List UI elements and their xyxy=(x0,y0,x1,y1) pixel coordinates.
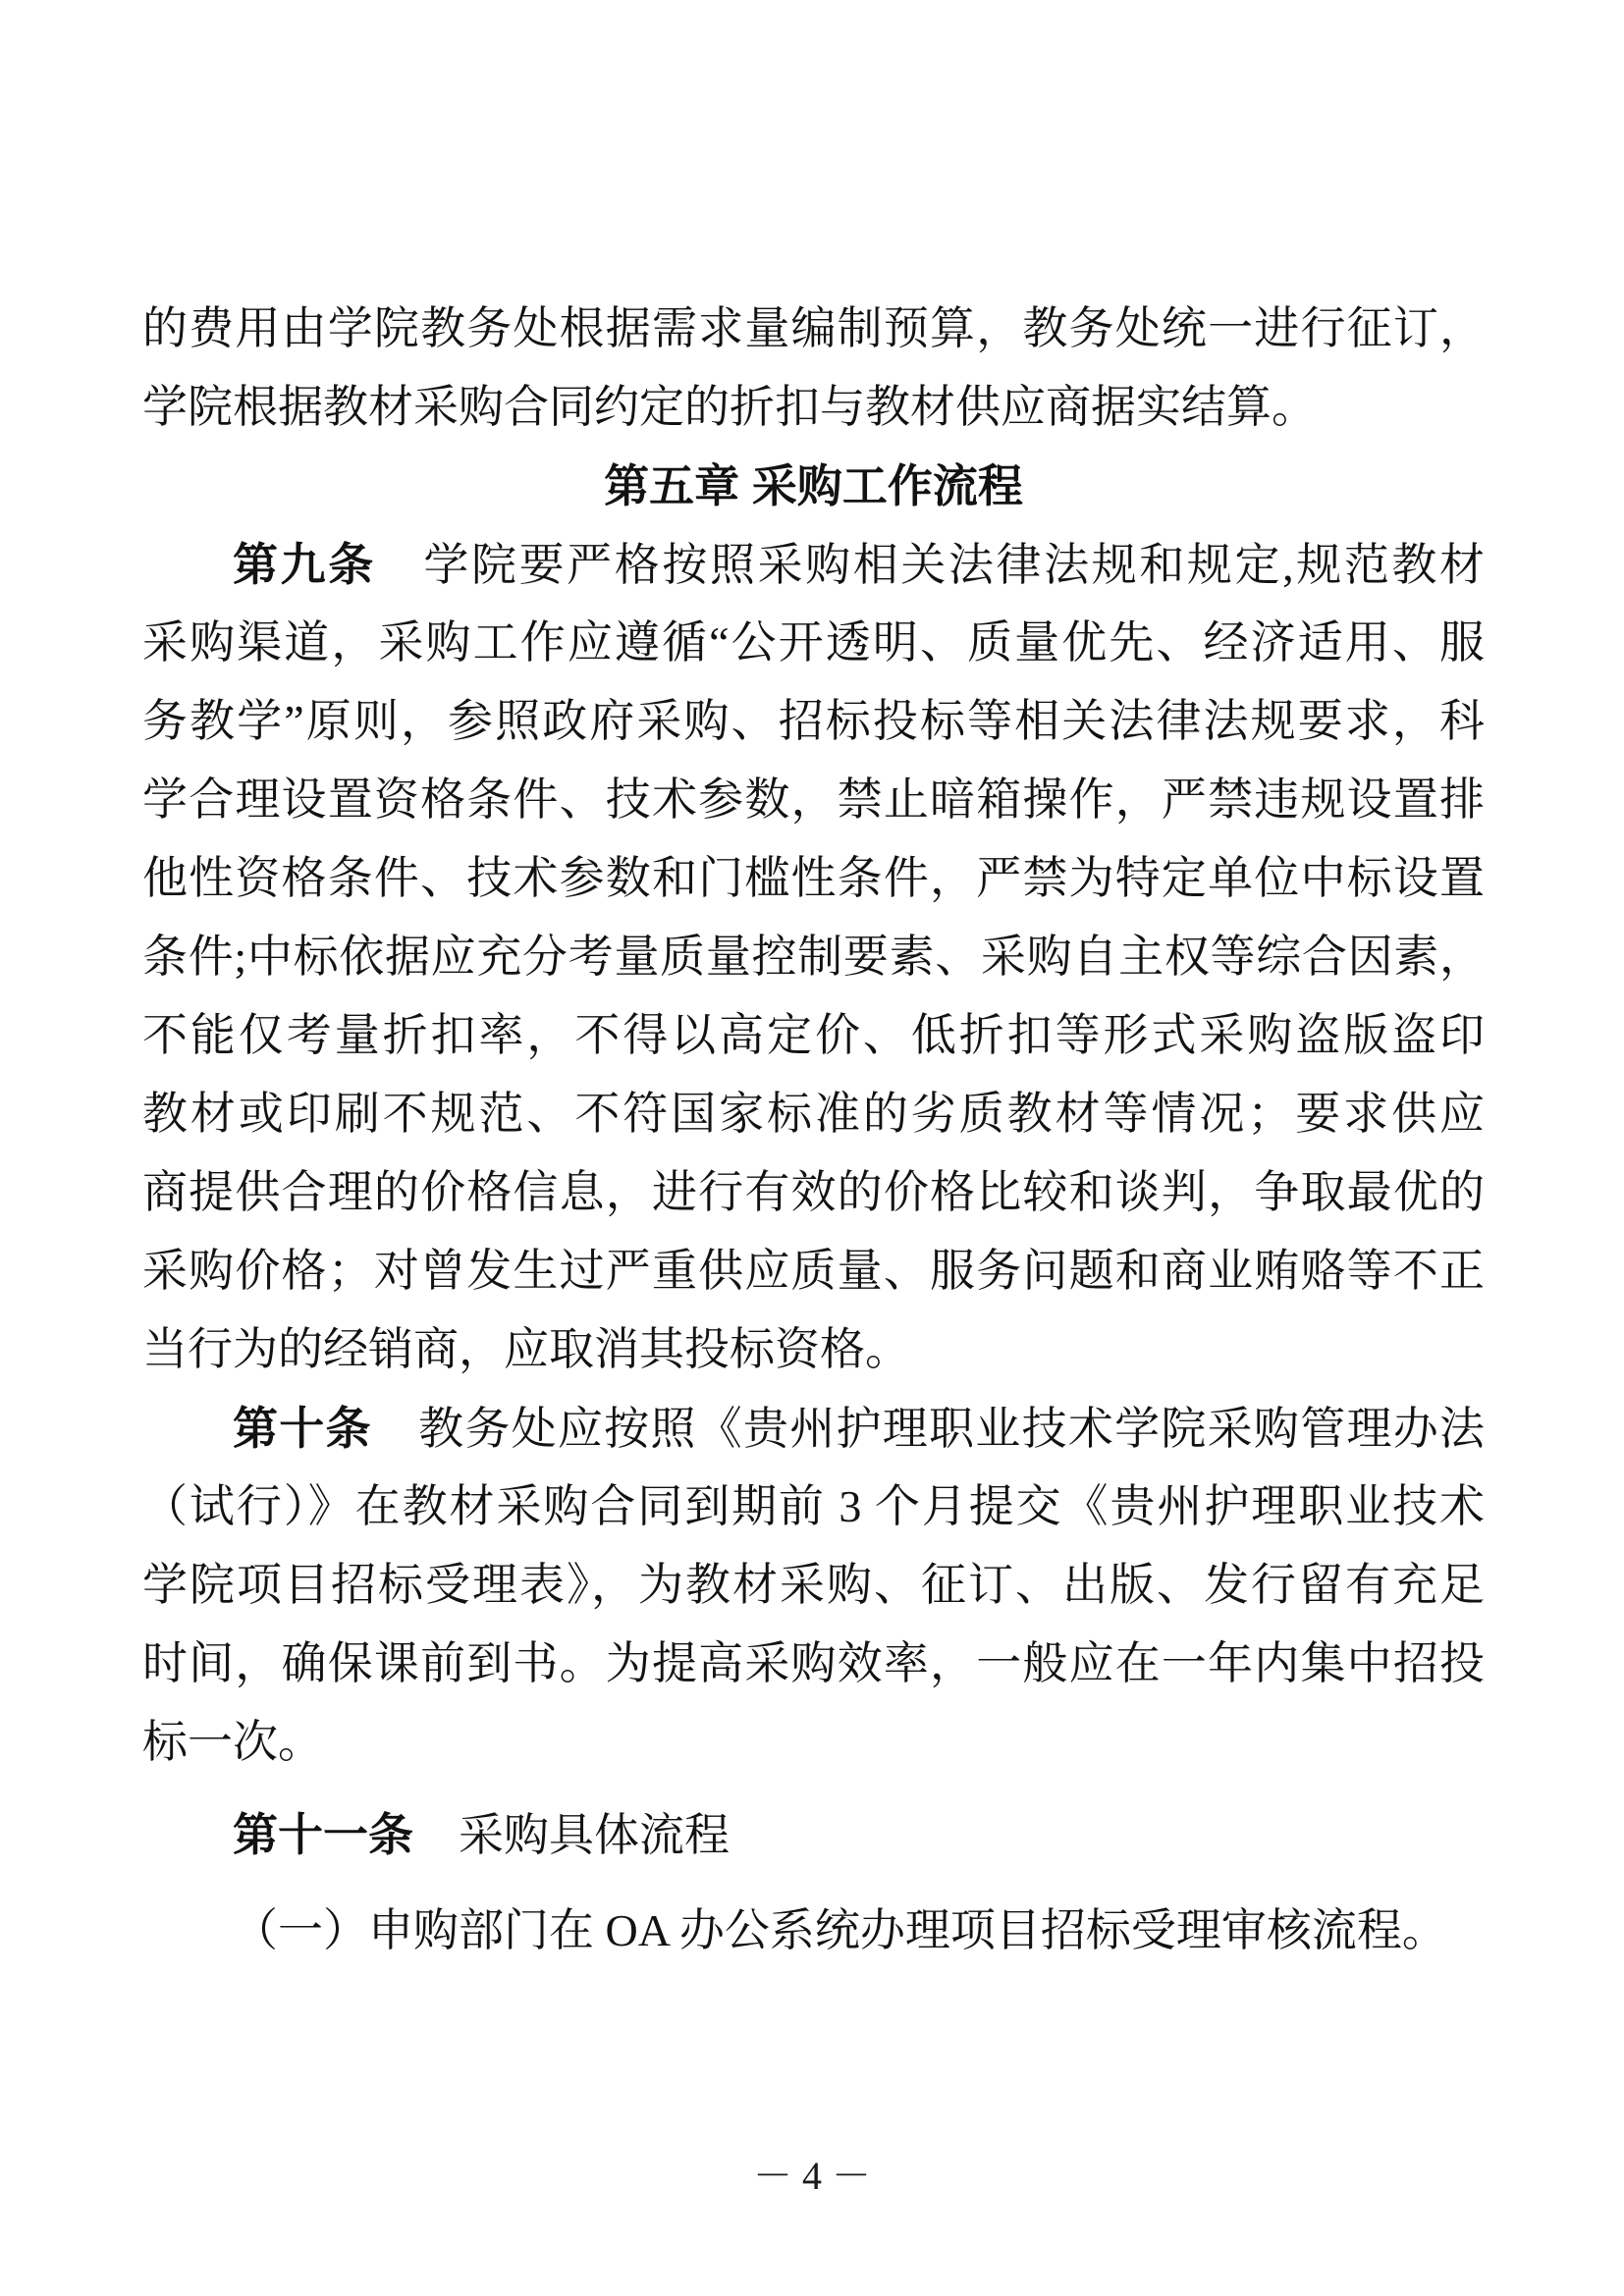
page-number: － 4 － xyxy=(753,2154,871,2198)
text-line xyxy=(142,1153,1485,1232)
text-run: 务教学”原则，参照政府采购、招标投标等相关法律法规要求，科 xyxy=(142,696,1485,746)
text-line xyxy=(142,996,1485,1075)
text-line xyxy=(142,1703,1485,1782)
text-line xyxy=(142,1892,1485,1970)
text-run: 采购价格；对曾发生过严重供应质量、服务问题和商业贿赂等不正 xyxy=(142,1246,1485,1296)
text-line xyxy=(142,368,1485,447)
text-run: 的费用由学院教务处根据需求量编制预算，教务处统一进行征订， xyxy=(142,303,1485,353)
text-run: 商提供合理的价格信息，进行有效的价格比较和谈判，争取最优的 xyxy=(142,1167,1485,1217)
text-run: 学院根据教材采购合同约定的折扣与教材供应商据实结算。 xyxy=(142,382,1317,432)
text-line xyxy=(142,1075,1485,1153)
text-line xyxy=(142,604,1485,682)
text-line xyxy=(142,525,1485,604)
text-run: 条件;中标依据应充分考量质量控制要素、采购自主权等综合因素， xyxy=(142,932,1485,982)
text-run: （一）申购部门在 OA 办公系统办理项目招标受理审核流程。 xyxy=(233,1905,1447,1955)
text-run: 不能仅考量折扣率，不得以高定价、低折扣等形式采购盗版盗印 xyxy=(142,1010,1485,1060)
text-run: 采购渠道，采购工作应遵循“公开透明、质量优先、经济适用、服 xyxy=(142,617,1485,667)
article-number: 第九条 xyxy=(233,539,376,590)
article-number: 第十一条 xyxy=(233,1809,413,1860)
text-line xyxy=(142,1389,1485,1468)
text-run: 采购具体流程 xyxy=(413,1810,730,1860)
text-line xyxy=(142,761,1485,839)
text-line xyxy=(142,290,1485,368)
text-run: 学院项目招标受理表》，为教材采购、征订、出版、发行留有充足 xyxy=(142,1560,1485,1610)
document-body xyxy=(142,290,1485,1970)
text-run: 教材或印刷不规范、不符国家标准的劣质教材等情况；要求供应 xyxy=(142,1089,1485,1139)
text-run: 当行为的经销商，应取消其投标资格。 xyxy=(142,1324,910,1374)
text-run: 教务处应按照《贵州护理职业技术学院采购管理办法 xyxy=(371,1404,1485,1454)
text-line xyxy=(142,682,1485,761)
article-number: 第五章 采购工作流程 xyxy=(604,460,1023,511)
text-line xyxy=(142,918,1485,996)
text-run: （试行）》在教材采购合同到期前 3 个月提交《贵州护理职业技术 xyxy=(142,1481,1485,1531)
text-line xyxy=(142,1625,1485,1703)
text-line xyxy=(142,839,1485,918)
text-run: 标一次。 xyxy=(142,1717,323,1767)
text-run: 学合理设置资格条件、技术参数，禁止暗箱操作，严禁违规设置排 xyxy=(142,774,1485,825)
text-line xyxy=(142,1232,1485,1310)
text-run: 学院要严格按照采购相关法律法规和规定,规范教材 xyxy=(375,540,1485,590)
text-line xyxy=(142,1546,1485,1625)
text-line xyxy=(142,1795,1485,1874)
text-line xyxy=(142,1310,1485,1389)
chapter-heading xyxy=(142,447,1485,525)
text-line xyxy=(142,1468,1485,1546)
text-run: 时间，确保课前到书。为提高采购效率，一般应在一年内集中招投 xyxy=(142,1638,1485,1688)
text-run: 他性资格条件、技术参数和门槛性条件，严禁为特定单位中标设置 xyxy=(142,853,1485,903)
article-number: 第十条 xyxy=(233,1403,372,1454)
